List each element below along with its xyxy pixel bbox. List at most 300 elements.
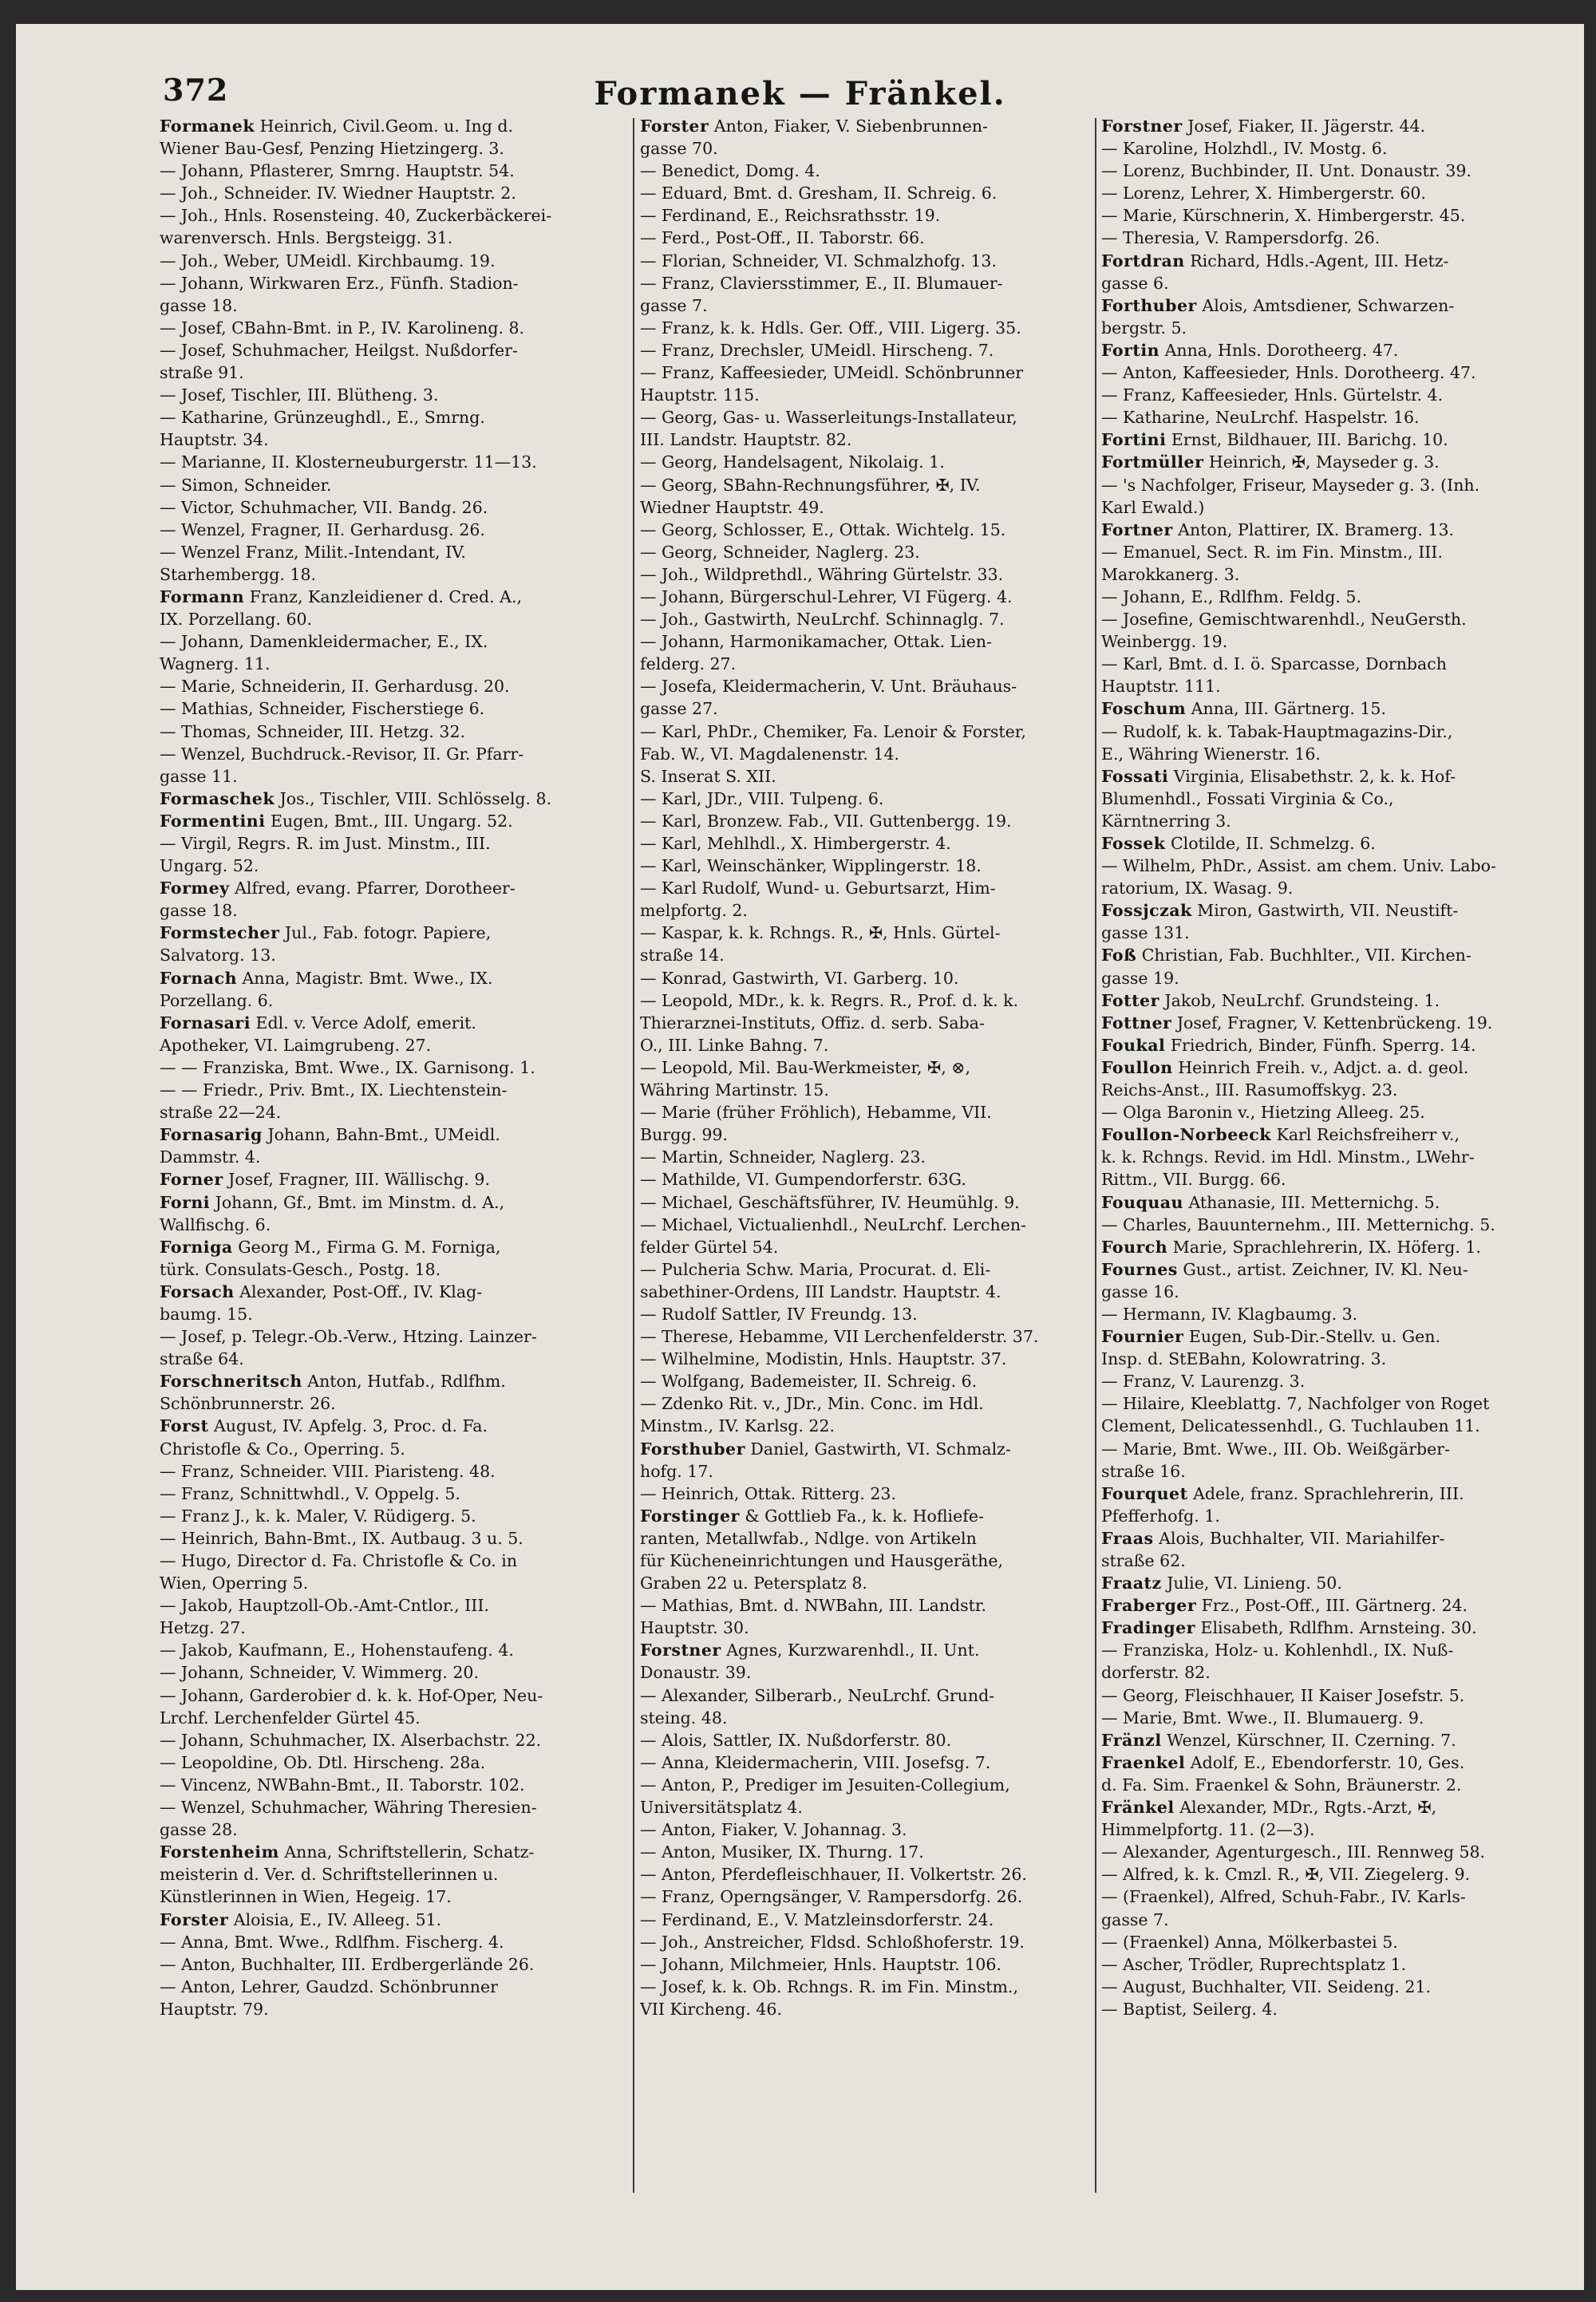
entry-text: Miron, Gastwirth, VII. Neustift- — [1191, 901, 1459, 921]
entry-text: — (Fraenkel) Anna, Mölkerbastei 5. — [1101, 1932, 1398, 1952]
directory-line — [640, 1931, 1095, 1953]
entry-text: — Anton, Buchhalter, III. Erdbergerlände 26. — [160, 1954, 535, 1974]
entry-text: — 's Nachfolger, Friseur, Mayseder g. 3. (Inh. — [1101, 475, 1480, 495]
entry-surname: Fortini — [1101, 430, 1167, 450]
directory-line — [160, 1191, 626, 1214]
entry-text: — Konrad, Gastwirth, VI. Garberg. 10. — [640, 968, 959, 988]
entry-text: — Anton, Lehrer, Gaudzd. Schönbrunner — [160, 1976, 498, 1996]
entry-text: Wien, Operring 5. — [160, 1573, 309, 1593]
entry-text: — Marianne, II. Klosterneuburgerstr. 11—13. — [160, 452, 537, 472]
directory-line — [1101, 182, 1548, 204]
directory-line — [1101, 160, 1548, 182]
entry-text: — Joh., Schneider. IV. Wiedner Hauptstr. 2. — [160, 184, 516, 203]
directory-line — [160, 384, 626, 406]
directory-line — [1101, 1214, 1548, 1236]
directory-line — [640, 788, 1095, 810]
directory-line — [160, 1505, 626, 1527]
directory-line — [1101, 541, 1548, 563]
directory-line — [640, 1953, 1095, 1976]
directory-line — [160, 1751, 626, 1774]
directory-line — [640, 1505, 1095, 1527]
directory-line — [640, 697, 1095, 720]
entry-surname: Fornach — [160, 968, 237, 988]
directory-line — [160, 451, 626, 473]
directory-line — [640, 160, 1095, 182]
entry-text: k. k. Rchngs. Revid. im Hdl. Minstm., LWehr- — [1101, 1147, 1475, 1167]
entry-text: — Josef, CBahn-Bmt. in P., IV. Karolineng. 8. — [160, 318, 525, 338]
directory-line — [640, 922, 1095, 944]
entry-text: Hauptstr. 34. — [160, 430, 269, 450]
directory-line — [640, 1483, 1095, 1505]
entry-text: Anna, Schriftstellerin, Schatz- — [279, 1842, 535, 1862]
directory-line — [160, 832, 626, 855]
directory-line — [640, 1079, 1095, 1101]
directory-line — [640, 1998, 1095, 2020]
entry-text: Adolf, E., Ebendorferstr. 10, Ges. — [1185, 1752, 1465, 1772]
entry-text: bergstr. 5. — [1101, 318, 1187, 338]
directory-line — [640, 115, 1095, 137]
directory-line — [1101, 1168, 1548, 1190]
entry-text: gasse 11. — [160, 766, 238, 786]
entry-surname: Fortin — [1101, 340, 1160, 360]
directory-line — [160, 1998, 626, 2020]
entry-surname: Forschneritsch — [160, 1372, 302, 1392]
entry-text: gasse 131. — [1101, 923, 1190, 943]
entry-text: — Alexander, Silberarb., NeuLrchf. Grund- — [640, 1685, 995, 1705]
directory-line — [640, 474, 1095, 496]
column-divider — [633, 118, 634, 2193]
directory-line — [160, 630, 626, 653]
directory-line — [160, 339, 626, 361]
entry-text: — Franz, V. Laurenzg. 3. — [1101, 1372, 1306, 1392]
directory-line — [160, 1056, 626, 1079]
directory-line — [1101, 384, 1548, 406]
directory-line — [1101, 1661, 1548, 1684]
entry-text: — Mathilde, VI. Gumpendorferstr. 63G. — [640, 1170, 966, 1190]
directory-line — [1101, 1863, 1548, 1885]
directory-line — [1101, 743, 1548, 765]
entry-text: gasse 19. — [1101, 968, 1179, 988]
directory-line — [640, 944, 1095, 966]
entry-surname: Fradinger — [1101, 1618, 1195, 1638]
directory-line — [640, 1550, 1095, 1572]
entry-text: — Ferdinand, E., V. Matzleinsdorferstr. 24. — [640, 1909, 994, 1929]
entry-text: & Gottlieb Fa., k. k. Hofliefe- — [739, 1506, 984, 1526]
entry-text: — Josef, Schuhmacher, Heilgst. Nußdorfer- — [160, 340, 518, 360]
directory-line — [160, 1684, 626, 1707]
entry-text: — Alfred, k. k. Cmzl. R., ✠, VII. Ziegelerg. 9. — [1101, 1865, 1471, 1885]
entry-text: — Joh., Gastwirth, NeuLrchf. Schinnaglg. 7. — [640, 610, 1005, 630]
entry-text: gasse 70. — [640, 139, 718, 159]
directory-line — [1101, 1258, 1548, 1281]
entry-text: August, IV. Apfelg. 3, Proc. d. Fa. — [208, 1416, 488, 1436]
entry-text: Anna, Magistr. Bmt. Wwe., IX. — [236, 968, 493, 988]
directory-line — [640, 1572, 1095, 1594]
entry-text: — Franz, Schnittwhdl., V. Oppelg. 5. — [160, 1483, 460, 1503]
directory-line — [1101, 1079, 1548, 1101]
entry-surname: Fourch — [1101, 1237, 1168, 1257]
entry-text: — Franz, Operngsänger, V. Rampersdorfg. 26. — [640, 1887, 1023, 1907]
entry-text: Heinrich, Civil.Geom. u. Ing d. — [255, 116, 513, 136]
entry-text: — Anton, P., Prediger im Jesuiten-Collegium, — [640, 1775, 1010, 1795]
directory-line — [640, 1101, 1095, 1123]
entry-text: — Marie, Bmt. Wwe., II. Blumauerg. 9. — [1101, 1708, 1424, 1727]
entry-surname: Forsthuber — [640, 1439, 745, 1459]
directory-line — [1101, 1191, 1548, 1214]
directory-line — [160, 765, 626, 788]
directory-line — [160, 1325, 626, 1348]
directory-line — [640, 384, 1095, 406]
directory-line — [160, 1594, 626, 1617]
directory-line — [1101, 1572, 1548, 1594]
directory-line — [1101, 944, 1548, 966]
directory-line — [1101, 563, 1548, 586]
directory-line — [160, 1258, 626, 1281]
entry-surname: Formstecher — [160, 923, 280, 943]
entry-text: — Leopoldine, Ob. Dtl. Hirscheng. 28a. — [160, 1752, 486, 1772]
entry-text: ranten, Metallwfab., Ndlge. von Artikeln — [640, 1528, 977, 1548]
directory-line — [1101, 1594, 1548, 1617]
directory-line — [160, 899, 626, 922]
directory-line — [640, 1796, 1095, 1818]
entry-text: — Alois, Sattler, IX. Nußdorferstr. 80. — [640, 1730, 952, 1750]
directory-line — [1101, 451, 1548, 473]
entry-text: — Wilhelmine, Modistin, Hnls. Hauptstr. 37. — [640, 1349, 1007, 1369]
entry-text: Virginia, Elisabethstr. 2, k. k. Hof- — [1168, 766, 1456, 786]
directory-line — [160, 697, 626, 720]
directory-line — [160, 1438, 626, 1460]
entry-text: Anna, III. Gärtnerg. 15. — [1186, 699, 1386, 719]
directory-line — [1101, 474, 1548, 496]
directory-line — [640, 1438, 1095, 1460]
entry-text: Lrchf. Lerchenfelder Gürtel 45. — [160, 1708, 421, 1727]
entry-text: — Franz, Drechsler, UMeidl. Hirscheng. 7. — [640, 340, 994, 360]
entry-text: — Hilaire, Kleeblattg. 7, Nachfolger von Roget — [1101, 1394, 1490, 1414]
page-header — [16, 48, 1584, 112]
directory-line — [640, 1460, 1095, 1483]
entry-surname: Forst — [160, 1416, 209, 1436]
directory-line — [160, 1303, 626, 1325]
directory-line — [640, 1885, 1095, 1908]
directory-line — [640, 1281, 1095, 1303]
directory-line — [1101, 1841, 1548, 1863]
entry-text: steing. 48. — [640, 1708, 728, 1727]
directory-line — [160, 1841, 626, 1863]
directory-line — [1101, 1796, 1548, 1818]
entry-text: Alois, Amtsdiener, Schwarzen- — [1196, 295, 1455, 315]
column-2 — [640, 115, 1095, 2189]
directory-line — [160, 989, 626, 1012]
entry-text: — Zdenko Rit. v., JDr., Min. Conc. im Hdl. — [640, 1394, 984, 1414]
directory-line — [640, 967, 1095, 989]
directory-line — [160, 877, 626, 899]
directory-line — [1101, 810, 1548, 832]
directory-line — [1101, 1639, 1548, 1661]
entry-text: — Jakob, Hauptzoll-Ob.-Amt-Cntlor., III. — [160, 1596, 489, 1616]
entry-text: Clement, Delicatessenhdl., G. Tuchlauben 11. — [1101, 1416, 1480, 1436]
directory-line — [160, 855, 626, 877]
entry-text: Eugen, Bmt., III. Ungarg. 52. — [265, 811, 513, 831]
directory-line — [640, 451, 1095, 473]
entry-text: — Karl, Weinschänker, Wipplingerstr. 18. — [640, 856, 982, 876]
entry-text: — Franz, Kaffeesieder, UMeidl. Schönbrunner — [640, 363, 1024, 383]
entry-surname: Foukal — [1101, 1035, 1166, 1055]
directory-line — [160, 1707, 626, 1729]
directory-line — [640, 1325, 1095, 1348]
entry-text: Josef, Fragner, V. Kettenbrückeng. 19. — [1171, 1013, 1493, 1033]
entry-text: — Anton, Musiker, IX. Thurng. 17. — [640, 1842, 924, 1862]
directory-line — [640, 317, 1095, 339]
entry-surname: Forster — [160, 1909, 229, 1929]
directory-line — [640, 1146, 1095, 1168]
entry-text: — Ascher, Trödler, Ruprechtsplatz 1. — [1101, 1954, 1407, 1974]
entry-text: Johann, Bahn-Bmt., UMeidl. — [262, 1125, 500, 1145]
directory-line — [640, 1863, 1095, 1885]
entry-text: Frz., Post-Off., III. Gärtnerg. 24. — [1196, 1596, 1468, 1616]
entry-text: Weinbergg. 19. — [1101, 632, 1228, 652]
entry-text: Universitätsplatz 4. — [640, 1798, 803, 1818]
directory-line — [160, 1885, 626, 1908]
directory-line — [640, 563, 1095, 586]
entry-text: straße 64. — [160, 1349, 244, 1369]
directory-line — [160, 115, 626, 137]
directory-line — [160, 137, 626, 160]
directory-line — [640, 541, 1095, 563]
directory-line — [1101, 1931, 1548, 1953]
entry-text: Aloisia, E., IV. Alleeg. 51. — [228, 1909, 442, 1929]
directory-line — [1101, 519, 1548, 541]
entry-text: — Josefine, Gemischtwarenhdl., NeuGersth. — [1101, 610, 1467, 630]
directory-line — [160, 1527, 626, 1550]
entry-surname: Fornasarig — [160, 1125, 263, 1145]
entry-text: gasse 16. — [1101, 1281, 1179, 1301]
entry-text: baumg. 15. — [160, 1304, 253, 1324]
directory-line — [640, 1729, 1095, 1751]
directory-line — [640, 1012, 1095, 1034]
directory-line — [160, 227, 626, 249]
directory-line — [1101, 630, 1548, 653]
entry-text: Johann, Gf., Bmt. im Minstm. d. A., — [210, 1192, 505, 1212]
entry-text: Graben 22 u. Petersplatz 8. — [640, 1573, 867, 1593]
directory-line — [160, 160, 626, 182]
directory-line — [160, 1909, 626, 1931]
entry-text: — Franziska, Holz- u. Kohlenhdl., IX. Nuß- — [1101, 1641, 1454, 1660]
directory-line — [640, 1909, 1095, 1931]
directory-line — [1101, 675, 1548, 697]
entry-text: — — Franziska, Bmt. Wwe., IX. Garnisong. 1. — [160, 1057, 535, 1077]
directory-line — [1101, 608, 1548, 630]
entry-text: — Wenzel, Fragner, II. Gerhardusg. 26. — [160, 519, 485, 539]
entry-text: — Anton, Fiaker, V. Johannag. 3. — [640, 1820, 907, 1840]
entry-text: gasse 18. — [160, 901, 238, 921]
directory-line — [1101, 1303, 1548, 1325]
entry-text: — Johann, Wirkwaren Erz., Fünfh. Stadion- — [160, 273, 519, 293]
directory-line — [160, 317, 626, 339]
directory-line — [1101, 428, 1548, 451]
entry-text: — Georg, Schneider, Naglerg. 23. — [640, 542, 920, 562]
entry-text: — Joh., Weber, UMeidl. Kirchbaumg. 19. — [160, 251, 496, 270]
entry-text: — Heinrich, Ottak. Ritterg. 23. — [640, 1483, 896, 1503]
entry-text: Alois, Buchhalter, VII. Mariahilfer- — [1153, 1528, 1445, 1548]
directory-line — [160, 788, 626, 810]
entry-text: — Alexander, Agenturgesch., III. Rennweg 58. — [1101, 1842, 1486, 1862]
entry-surname: Fraas — [1101, 1528, 1154, 1548]
directory-line — [160, 361, 626, 384]
directory-line — [1101, 1909, 1548, 1931]
entry-text: Hauptstr. 79. — [160, 1999, 269, 2019]
directory-line — [1101, 1707, 1548, 1729]
entry-text: Starhembergg. 18. — [160, 564, 317, 584]
directory-line — [640, 250, 1095, 272]
directory-line — [1101, 1056, 1548, 1079]
entry-text: — August, Buchhalter, VII. Seideng. 21. — [1101, 1976, 1432, 1996]
directory-line — [1101, 496, 1548, 519]
entry-text: Anna, Hnls. Dorotheerg. 47. — [1159, 340, 1399, 360]
directory-line — [1101, 204, 1548, 227]
directory-line — [640, 1774, 1095, 1796]
entry-surname: Fournier — [1101, 1327, 1184, 1347]
directory-line — [640, 765, 1095, 788]
entry-text: — Anna, Bmt. Wwe., Rdlfhm. Fischerg. 4. — [160, 1932, 504, 1952]
entry-text: Wagnerg. 11. — [160, 654, 271, 674]
directory-line — [160, 1236, 626, 1258]
directory-line — [640, 1214, 1095, 1236]
directory-line — [160, 922, 626, 944]
directory-line — [160, 1863, 626, 1885]
directory-line — [160, 1953, 626, 1976]
directory-line — [160, 1460, 626, 1483]
entry-text: — Josef, p. Telegr.-Ob.-Verw., Htzing. Lainzer- — [160, 1327, 537, 1347]
entry-text: — — Friedr., Priv. Bmt., IX. Liechtenstein- — [160, 1080, 508, 1100]
directory-line — [640, 294, 1095, 317]
entry-text: Karl Ewald.) — [1101, 497, 1205, 517]
directory-line — [640, 1258, 1095, 1281]
entry-text: — Karl, PhDr., Chemiker, Fa. Lenoir & Forster, — [640, 721, 1026, 741]
directory-line — [640, 1348, 1095, 1370]
directory-line — [640, 743, 1095, 765]
directory-line — [640, 1818, 1095, 1841]
entry-text: Jos., Tischler, VIII. Schlösselg. 8. — [275, 788, 552, 808]
directory-line — [160, 1079, 626, 1101]
directory-line — [640, 586, 1095, 608]
entry-text: — Joh., Hnls. Rosensteing. 40, Zuckerbäckerei- — [160, 206, 552, 226]
page-number: 372 — [163, 72, 229, 108]
entry-text: — Heinrich, Bahn-Bmt., IX. Autbaug. 3 u. 5. — [160, 1528, 523, 1548]
entry-text: — Georg, Schlosser, E., Ottak. Wichtelg. 15. — [640, 519, 1006, 539]
entry-text: Jakob, NeuLrchf. Grundsteing. 1. — [1159, 990, 1440, 1010]
entry-surname: Fouquau — [1101, 1192, 1183, 1212]
entry-text: — Joh., Wildprethdl., Währing Gürtelstr. 33. — [640, 564, 1004, 584]
entry-text: — Marie, Schneiderin, II. Gerhardusg. 20. — [160, 677, 510, 697]
directory-line — [1101, 765, 1548, 788]
entry-surname: Foullon — [1101, 1057, 1173, 1077]
entry-surname: Forner — [160, 1170, 223, 1190]
directory-line — [160, 1976, 626, 1998]
directory-line — [160, 496, 626, 519]
directory-line — [160, 272, 626, 294]
directory-line — [160, 1214, 626, 1236]
entry-text: straße 16. — [1101, 1461, 1186, 1481]
directory-line — [640, 182, 1095, 204]
entry-text: Marie, Sprachlehrerin, IX. Höferg. 1. — [1167, 1237, 1481, 1257]
entry-text: gasse 7. — [640, 295, 708, 315]
directory-line — [640, 1034, 1095, 1056]
entry-text: Hauptstr. 115. — [640, 385, 760, 405]
entry-text: — Leopold, Mil. Bau-Werkmeister, ✠, ⊗, — [640, 1057, 970, 1077]
directory-line — [160, 406, 626, 428]
entry-text: — Karl, Mehlhdl., X. Himbergerstr. 4. — [640, 834, 951, 853]
directory-line — [1101, 317, 1548, 339]
entry-text: Josef, Fiaker, II. Jägerstr. 44. — [1182, 116, 1426, 136]
entry-text: — Michael, Victualienhdl., NeuLrchf. Lerchen- — [640, 1214, 1026, 1234]
entry-text: Elisabeth, Rdlfhm. Arnsteing. 30. — [1195, 1618, 1477, 1638]
directory-line — [1101, 1729, 1548, 1751]
directory-line — [640, 608, 1095, 630]
directory-line — [160, 1146, 626, 1168]
directory-line — [640, 1370, 1095, 1392]
page-title: Formanek — Fränkel. — [594, 75, 1006, 113]
entry-surname: Forstner — [1101, 116, 1183, 136]
entry-text: — Johann, Schneider, V. Wimmerg. 20. — [160, 1663, 479, 1683]
entry-text: Apotheker, VI. Laimgrubeng. 27. — [160, 1035, 432, 1055]
directory-line — [1101, 989, 1548, 1012]
directory-line — [1101, 1460, 1548, 1483]
directory-line — [1101, 1885, 1548, 1908]
directory-line — [160, 1012, 626, 1034]
entry-text: Künstlerinnen in Wien, Hegeig. 17. — [160, 1887, 452, 1907]
entry-text: — Franz, Claviersstimmer, E., II. Blumauer- — [640, 273, 1003, 293]
entry-surname: Forthuber — [1101, 295, 1197, 315]
entry-text: — (Fraenkel), Alfred, Schuh-Fabr., IV. Karls- — [1101, 1887, 1466, 1907]
directory-line — [160, 1729, 626, 1751]
entry-text: Himmelpfortg. 11. (2—3). — [1101, 1820, 1315, 1840]
entry-text: Rittm., VII. Burgg. 66. — [1101, 1170, 1286, 1190]
entry-text: — Johann, Garderobier d. k. k. Hof-Oper, Neu- — [160, 1685, 543, 1705]
directory-line — [1101, 832, 1548, 855]
entry-text: — Johann, Milchmeier, Hnls. Hauptstr. 106. — [640, 1954, 1001, 1974]
entry-text: — Pulcheria Schw. Maria, Procurat. d. Eli- — [640, 1259, 991, 1279]
entry-surname: Fossek — [1101, 834, 1166, 853]
directory-line — [160, 1483, 626, 1505]
directory-line — [640, 1168, 1095, 1190]
entry-text: für Kücheneinrichtungen und Hausgeräthe, — [640, 1551, 1003, 1570]
directory-line — [160, 541, 626, 563]
entry-text: Karl Reichsfreiherr v., — [1271, 1125, 1460, 1145]
directory-line — [160, 810, 626, 832]
entry-surname: Formey — [160, 879, 230, 898]
directory-line — [640, 1751, 1095, 1774]
entry-surname: Foullon-Norbeeck — [1101, 1125, 1271, 1145]
entry-text: gasse 28. — [160, 1820, 238, 1840]
entry-text: melpfortg. 2. — [640, 901, 748, 921]
entry-text: — Georg, Handelsagent, Nikolaig. 1. — [640, 452, 945, 472]
entry-text: — Michael, Geschäftsführer, IV. Heumühlg. 9. — [640, 1192, 1020, 1212]
entry-text: — Anton, Kaffeesieder, Hnls. Dorotheerg. 47. — [1101, 363, 1476, 383]
entry-surname: Foß — [1101, 946, 1137, 965]
directory-line — [640, 1684, 1095, 1707]
entry-text: — Karoline, Holzhdl., IV. Mostg. 6. — [1101, 139, 1388, 159]
directory-line — [1101, 586, 1548, 608]
directory-line — [640, 272, 1095, 294]
entry-text: E., Währing Wienerstr. 16. — [1101, 744, 1321, 764]
directory-line — [640, 1303, 1095, 1325]
directory-line — [640, 1392, 1095, 1415]
entry-text: — Mathias, Bmt. d. NWBahn, III. Landstr. — [640, 1596, 986, 1616]
entry-text: — Josef, Tischler, III. Blütheng. 3. — [160, 385, 439, 405]
entry-text: Reichs-Anst., III. Rasumoffskyg. 23. — [1101, 1080, 1398, 1100]
entry-surname: Forstenheim — [160, 1842, 279, 1862]
entry-text: — Josef, k. k. Ob. Rchngs. R. im Fin. Minstm., — [640, 1976, 1018, 1996]
